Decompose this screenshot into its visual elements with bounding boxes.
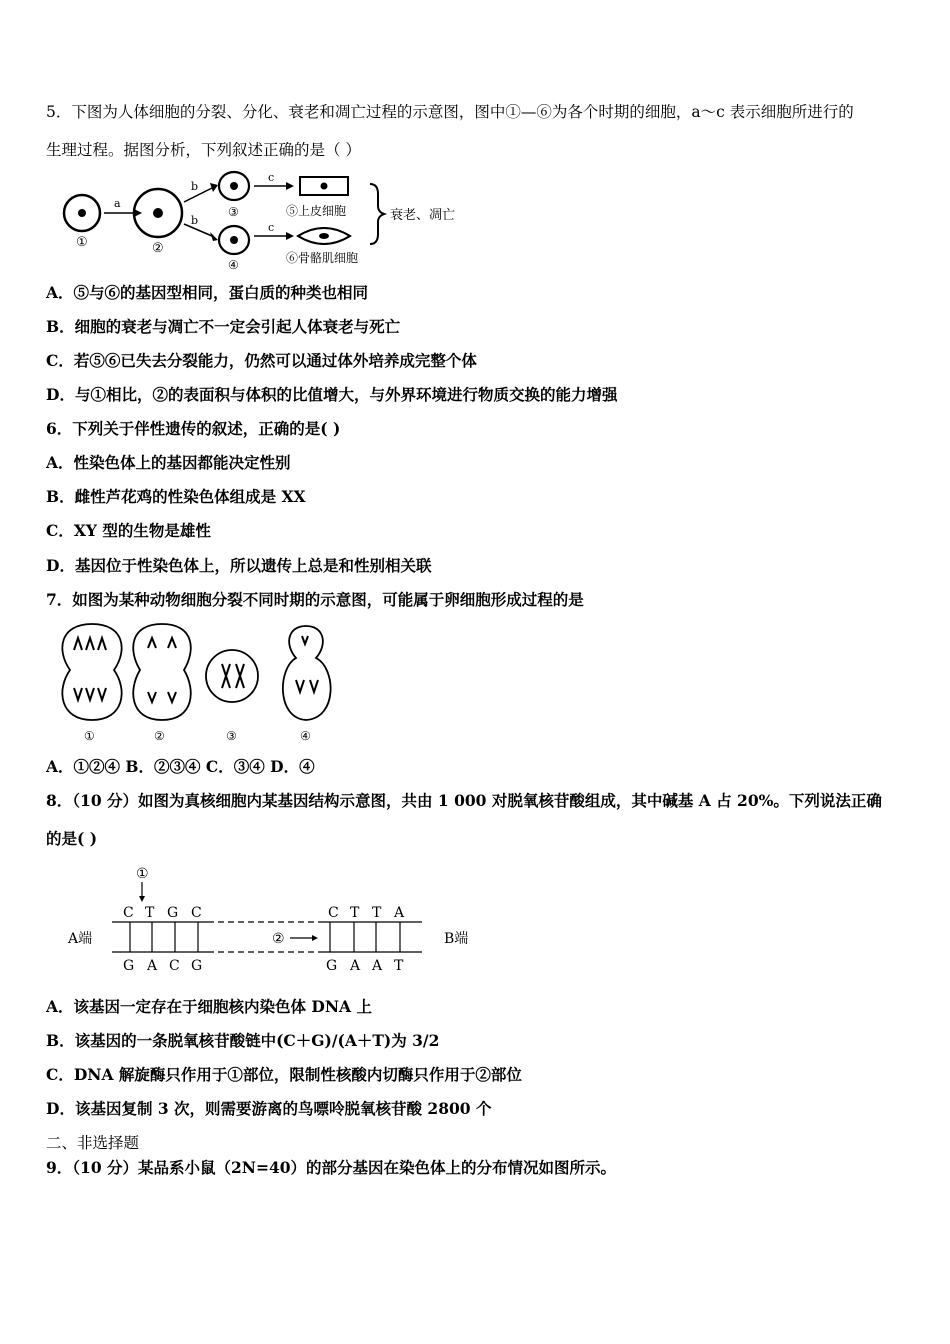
bottom-right-base-1: G	[326, 958, 338, 974]
q6-stem: 6．下列关于伴性遗传的叙述，正确的是( )	[46, 419, 341, 438]
q8-option-d: D．该基因复制 3 次，则需要游离的鸟嘌呤脱氧核苷酸 2800 个	[46, 1099, 492, 1118]
cell-1-label: ①	[84, 729, 95, 743]
q5-option-d: D．与①相比，②的表面积与体积的比值增大，与外界环境进行物质交换的能力增强	[46, 385, 618, 404]
q8-option-b: B．该基因的一条脱氧核苷酸链中(C＋G)/(A＋T)为 3/2	[46, 1031, 440, 1050]
top-left-base-4: C	[191, 905, 202, 921]
bottom-left-base-2: A	[147, 958, 158, 974]
end-a-label: A端	[68, 931, 93, 947]
q6-option-b: B．雌性芦花鸡的性染色体组成是 XX	[46, 487, 306, 506]
arrow-b2-label: b	[191, 214, 199, 227]
cell-5-label: ⑤上皮细胞	[286, 204, 347, 218]
q8-option-a: A．该基因一定存在于细胞核内染色体 DNA 上	[46, 997, 372, 1016]
cell-1-outline	[62, 624, 121, 720]
q5-option-b: B．细胞的衰老与凋亡不一定会引起人体衰老与死亡	[46, 317, 401, 336]
q8-option-c: C．DNA 解旋酶只作用于①部位，限制性核酸内切酶只作用于②部位	[46, 1065, 522, 1084]
q8-stem-line1: 8．（10 分）如图为真核细胞内某基因结构示意图，共由 1 000 对脱氧核苷酸组成，其中碱基 A 占 20%。下列说法正确	[46, 791, 882, 810]
q9-stem: 9．（10 分）某品系小鼠（2N=40）的部分基因在染色体上的分布情况如图所示。	[46, 1158, 617, 1177]
top-left-base-1: C	[123, 905, 134, 921]
q5-stem-line1: 5．下图为人体细胞的分裂、分化、衰老和凋亡过程的示意图，图中①—⑥为各个时期的细胞，a～c 表示细胞所进行的	[46, 103, 854, 121]
q5-stem-line2: 生理过程。据图分析，下列叙述正确的是（ ）	[46, 141, 361, 159]
cell-3-label: ③	[228, 205, 239, 219]
cell-2-label: ②	[152, 241, 164, 256]
q8-stem-line2: 的是( )	[46, 829, 98, 848]
brace-label: 衰老、凋亡	[390, 208, 456, 223]
q5-option-c: C．若⑤⑥已失去分裂能力，仍然可以通过体外培养成完整个体	[46, 351, 477, 370]
q7-stem: 7．如图为某种动物细胞分裂不同时期的示意图，可能属于卵细胞形成过程的是	[46, 590, 584, 609]
cell-2-label: ②	[154, 729, 165, 743]
q7-cell-division-diagram	[44, 620, 344, 744]
cell-2-outline	[133, 624, 191, 720]
brace	[370, 184, 384, 244]
section-2-title: 二、非选择题	[46, 1134, 140, 1152]
q7-options: A．①②④ B．②③④ C．③④ D．④	[46, 757, 315, 776]
q6-option-d: D．基因位于性染色体上，所以遗传上总是和性别相关联	[46, 556, 432, 575]
q8-gene-structure-diagram	[60, 860, 490, 976]
q5-option-a: A．⑤与⑥的基因型相同，蛋白质的种类也相同	[46, 283, 369, 302]
bottom-right-base-4: T	[394, 958, 404, 974]
top-right-base-4: A	[394, 905, 405, 921]
bottom-right-base-2: A	[350, 958, 361, 974]
q5-cell-diagram	[54, 170, 474, 272]
bottom-left-base-3: C	[169, 958, 180, 974]
q6-option-c: C．XY 型的生物是雄性	[46, 521, 211, 540]
site-1-label: ①	[136, 866, 149, 882]
cell-3-label: ③	[226, 729, 237, 743]
top-right-base-1: C	[328, 905, 339, 921]
bottom-left-base-1: G	[123, 958, 135, 974]
arrow-c2-label: c	[268, 221, 275, 234]
end-b-label: B端	[444, 931, 469, 947]
bottom-right-base-3: A	[372, 958, 383, 974]
cell-6-label: ⑥骨骼肌细胞	[286, 251, 359, 265]
q6-option-a: A．性染色体上的基因都能决定性别	[46, 453, 291, 472]
cell-4-label: ④	[228, 258, 239, 272]
top-right-base-2: T	[350, 905, 360, 921]
site-2-label: ②	[272, 931, 285, 947]
top-left-base-2: T	[145, 905, 155, 921]
arrow-c1-label: c	[268, 171, 275, 184]
bottom-left-base-4: G	[191, 958, 203, 974]
cell-4-label: ④	[300, 729, 311, 743]
cell-3-outline	[206, 650, 258, 702]
cell-1-label: ①	[76, 235, 88, 250]
top-left-base-3: G	[167, 905, 179, 921]
top-right-base-3: T	[372, 905, 382, 921]
arrow-a-label: a	[114, 197, 121, 210]
arrow-b1-label: b	[191, 180, 199, 193]
